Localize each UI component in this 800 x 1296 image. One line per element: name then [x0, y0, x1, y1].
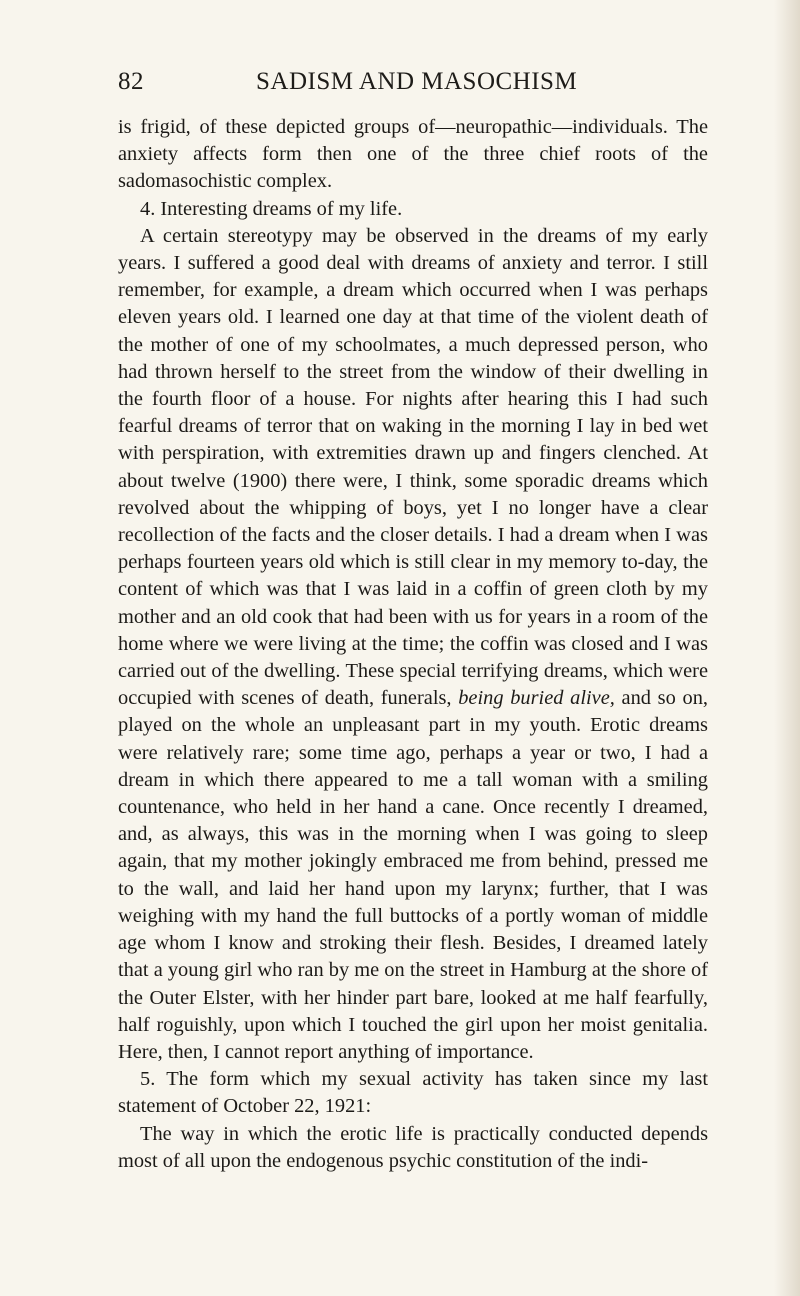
italic-phrase: being buried alive, — [458, 687, 615, 710]
section-heading-4: 4. Interesting dreams of my life. — [140, 197, 403, 220]
body-text — [118, 114, 708, 1175]
section-heading-5: 5. The form which my sexual activity has taken since my last statement of October 22, 1921: — [118, 1068, 708, 1118]
running-title: SADISM AND MASOCHISM — [256, 68, 578, 95]
paragraph-erotic-life: The way in which the erotic life is practically conducted depends most of all upon the endogenous psychic constitution of the indi- — [118, 1122, 708, 1172]
page-number: 82 — [118, 68, 144, 95]
paragraph-dreams — [118, 223, 708, 1066]
page-edge-shadow — [774, 0, 800, 1296]
paragraph-continuation: is frigid, of these depicted groups of—neuropathic—individuals. The anxiety affects form then one of the three chief roots of the sadomasochistic complex. — [118, 116, 708, 193]
running-header — [118, 68, 708, 102]
paragraph-dreams-text-b: and so on, played on the whole an unpleasant part in my youth. Erotic dreams were relatively rare; some time ago, perhaps a year or two, I had a dream in which there appeared to me a tall woman with a smiling countenance, who held in her hand a cane. Once recently I dreamed, and, as always, this was in the morning when I was going to sleep again, that my mother jokingly embraced me from behind, pressed me to the wall, and laid her hand upon my larynx; further, that I was weighing with my hand the full buttocks of a portly woman of middle age whom I know and stroking their flesh. Besides, I dreamed lately that a young girl who ran by me on the street in Hamburg at the shore of the Outer Elster, with her hinder part bare, looked at me half fearfully, half roguishly, upon which I touched the girl upon her moist genitalia. Here, then, I cannot report anything of importance. — [118, 687, 708, 1063]
paragraph-dreams-text-a: A certain stereotypy may be observed in the dreams of my early years. I suffered a good deal with dreams of anxiety and terror. I still remember, for example, a dream which occurred when I was perhaps eleven years old. I learned one day at that time of the violent death of the mother of one of my schoolmates, a much depressed person, who had thrown herself to the street from the window of their dwelling in the fourth floor of a house. For nights after hearing this I had such fearful dreams of terror that on waking in the morning I lay in bed wet with perspiration, with extremities drawn up and fingers clenched. At about twelve (1900) there were, I think, some sporadic dreams which revolved about the whipping of boys, yet I no longer have a clear recollection of the facts and the closer details. I had a dream when I was perhaps fourteen years old which is still clear in my memory to-day, the content of which was that I was laid in a coffin of green cloth by my mother and an old cook that had been with us for years in a room of the home where we were living at the time; the coffin was closed and I was carried out of the dwelling. These special terrifying dreams, which were occupied with scenes of death, funerals, — [118, 224, 708, 710]
